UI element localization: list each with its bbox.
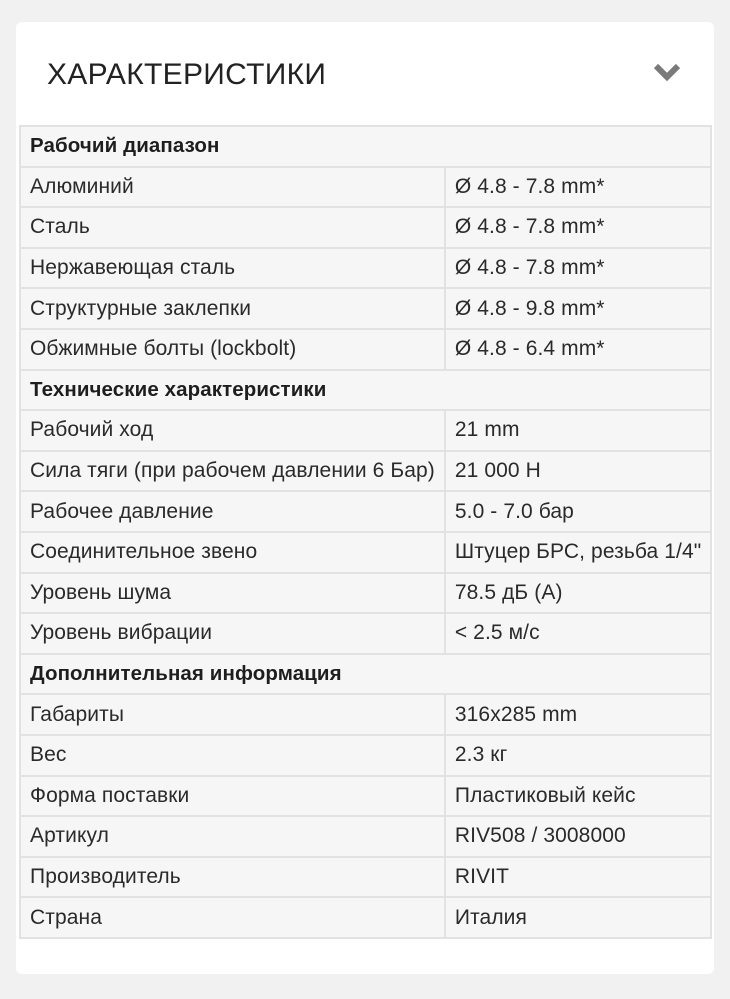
spec-row	[20, 451, 711, 492]
spec-label: Страна	[20, 897, 445, 938]
section-title: Рабочий диапазон	[20, 126, 711, 167]
spec-row	[20, 207, 711, 248]
spec-value: Ø 4.8 - 7.8 mm*	[445, 248, 711, 289]
spec-label: Производитель	[20, 857, 445, 898]
spec-value: 21 mm	[445, 410, 711, 451]
spec-label: Сталь	[20, 207, 445, 248]
spec-value: 316x285 mm	[445, 694, 711, 735]
spec-row	[20, 410, 711, 451]
spec-value: Ø 4.8 - 6.4 mm*	[445, 329, 711, 370]
spec-label: Алюминий	[20, 167, 445, 208]
spec-row	[20, 532, 711, 573]
spec-row	[20, 167, 711, 208]
spec-row	[20, 248, 711, 289]
section-header-row	[20, 126, 711, 167]
spec-row	[20, 694, 711, 735]
spec-row	[20, 613, 711, 654]
spec-label: Форма поставки	[20, 776, 445, 817]
spec-row	[20, 288, 711, 329]
spec-value: Италия	[445, 897, 711, 938]
spec-label: Рабочее давление	[20, 491, 445, 532]
spec-row	[20, 735, 711, 776]
spec-row	[20, 776, 711, 817]
accordion-header[interactable]	[16, 22, 714, 126]
spec-label: Сила тяги (при рабочем давлении 6 Бар)	[20, 451, 445, 492]
specs-table	[19, 125, 712, 939]
spec-value: Ø 4.8 - 7.8 mm*	[445, 167, 711, 208]
spec-value: RIV508 / 3008000	[445, 816, 711, 857]
spec-label: Габариты	[20, 694, 445, 735]
spec-label: Артикул	[20, 816, 445, 857]
spec-row	[20, 573, 711, 614]
section-title: Технические характеристики	[20, 370, 711, 411]
spec-row	[20, 491, 711, 532]
section-title: Дополнительная информация	[20, 654, 711, 695]
spec-label: Уровень шума	[20, 573, 445, 614]
spec-label: Рабочий ход	[20, 410, 445, 451]
spec-label: Обжимные болты (lockbolt)	[20, 329, 445, 370]
spec-value: Ø 4.8 - 9.8 mm*	[445, 288, 711, 329]
spec-label: Уровень вибрации	[20, 613, 445, 654]
spec-row	[20, 857, 711, 898]
spec-row	[20, 897, 711, 938]
section-header-row	[20, 370, 711, 411]
spec-value: Ø 4.8 - 7.8 mm*	[445, 207, 711, 248]
chevron-down-icon[interactable]	[652, 60, 682, 86]
spec-value: Штуцер БРС, резьба 1/4"	[445, 532, 711, 573]
spec-value: < 2.5 м/с	[445, 613, 711, 654]
spec-value: 5.0 - 7.0 бар	[445, 491, 711, 532]
spec-value: Пластиковый кейс	[445, 776, 711, 817]
spec-value: 2.3 кг	[445, 735, 711, 776]
spec-value: 21 000 Н	[445, 451, 711, 492]
spec-row	[20, 329, 711, 370]
specifications-panel	[16, 22, 714, 974]
panel-title: ХАРАКТЕРИСТИКИ	[47, 58, 327, 91]
spec-label: Нержавеющая сталь	[20, 248, 445, 289]
section-header-row	[20, 654, 711, 695]
spec-value: RIVIT	[445, 857, 711, 898]
spec-row	[20, 816, 711, 857]
spec-label: Структурные заклепки	[20, 288, 445, 329]
spec-label: Вес	[20, 735, 445, 776]
spec-label: Соединительное звено	[20, 532, 445, 573]
spec-value: 78.5 дБ (А)	[445, 573, 711, 614]
